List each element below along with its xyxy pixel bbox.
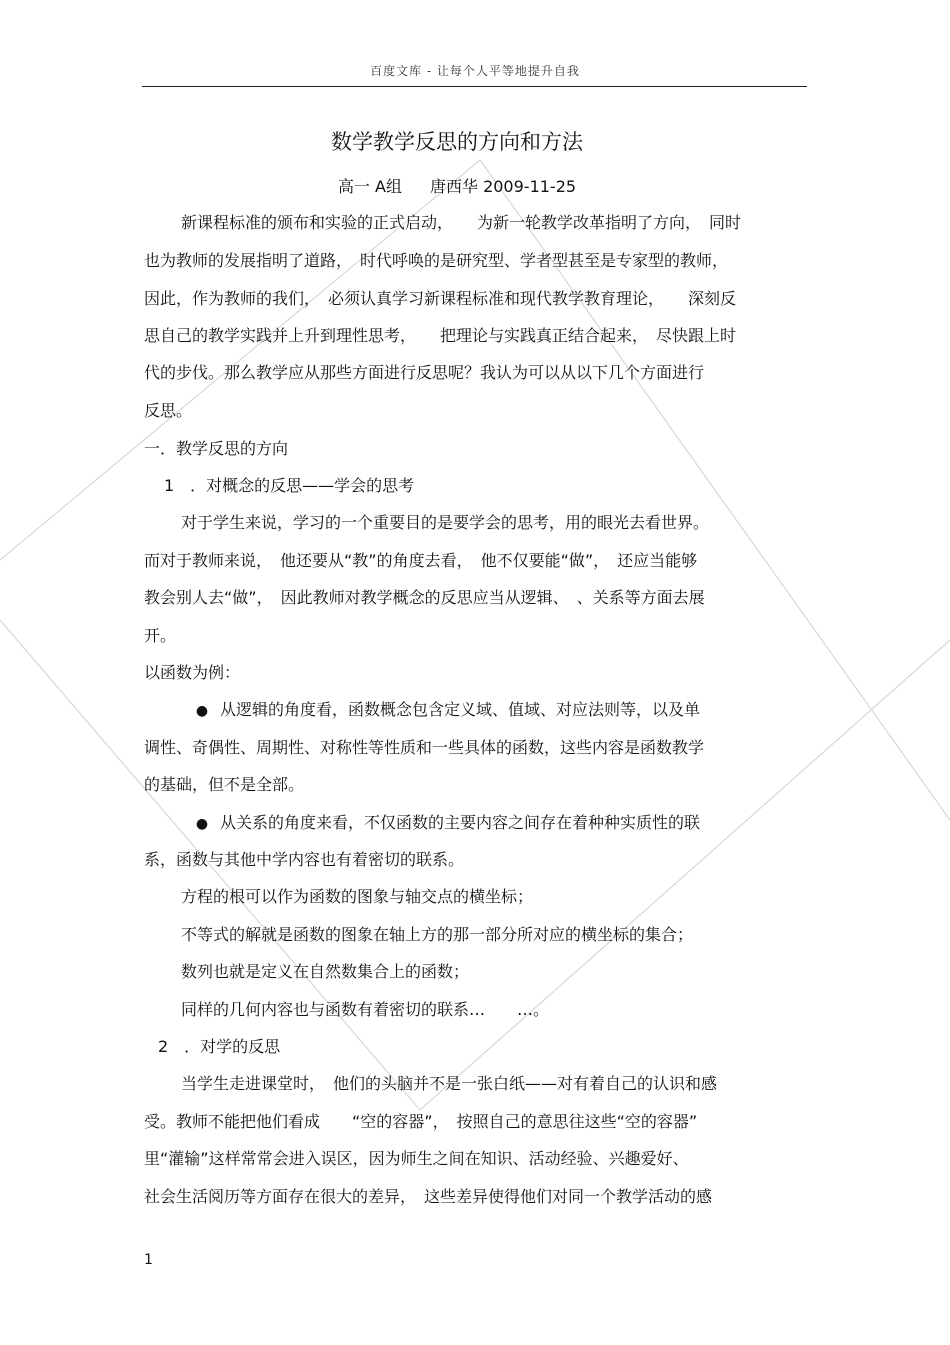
subsection-heading: 1 ．对概念的反思——学会的思考 [164, 476, 415, 495]
paragraph-line: 新课程标准的颁布和实验的正式启动， 为新一轮教学改革指明了方向， 同时 [181, 213, 742, 232]
paragraph-line: 思自己的教学实践并上升到理性思考， 把理论与实践真正结合起来， 尽快跟上时 [144, 326, 737, 345]
bullet-icon: ● [195, 703, 209, 719]
paragraph-line: 开。 [144, 626, 177, 645]
paragraph-line: 代的步伐。那么教学应从那些方面进行反思呢？我认为可以从以下几个方面进行 [144, 363, 705, 382]
paragraph-line: 受。教师不能把他们看成 “空的容器”， 按照自己的意思往这些“空的容器” [144, 1112, 698, 1131]
bullet-text: 从逻辑的角度看，函数概念包含定义域、值域、对应法则等，以及单 [220, 700, 701, 719]
section-heading: 一．教学反思的方向 [144, 439, 289, 458]
paragraph-line: 不等式的解就是函数的图象在轴上方的那一部分所对应的横坐标的集合； [181, 925, 694, 944]
paragraph-line: 反思。 [144, 401, 193, 420]
paragraph-line: 里“灌输”这样常常会进入误区，因为师生之间在知识、活动经验、兴趣爱好、 [144, 1149, 689, 1168]
bullet-line [184, 812, 700, 835]
page-header: 百度文库 - 让每个人平等地提升自我 [370, 64, 580, 78]
paragraph-line: 也为教师的发展指明了道路， 时代呼唤的是研究型、学者型甚至是专家型的教师， [144, 251, 729, 270]
paragraph-line: 以函数为例： [144, 663, 241, 682]
paragraph-line: 数列也就是定义在自然数集合上的函数； [181, 962, 470, 981]
subsection-heading: 2 ．对学的反思 [158, 1037, 281, 1056]
paragraph-line: 系，函数与其他中学内容也有着密切的联系。 [144, 850, 465, 869]
bullet-text: 从关系的角度来看，不仅函数的主要内容之间存在着种种实质性的联 [220, 813, 701, 832]
paragraph-line: 方程的根可以作为函数的图象与轴交点的横坐标； [181, 887, 534, 906]
paragraph-line: 对于学生来说，学习的一个重要目的是要学会的思考，用的眼光去看世界。 [181, 513, 710, 532]
byline [0, 174, 914, 197]
document-title: 数学教学反思的方向和方法 [331, 130, 583, 154]
paragraph-line: 调性、奇偶性、周期性、对称性等性质和一些具体的函数，这些内容是函数教学 [144, 738, 705, 757]
paragraph-line: 社会生活阅历等方面存在很大的差异， 这些差异使得他们对同一个教学活动的感 [144, 1187, 713, 1206]
paragraph-line: 当学生走进课堂时， 他们的头脑并不是一张白纸——对有着自己的认识和感 [181, 1074, 718, 1093]
paragraph-line: 的基础，但不是全部。 [144, 775, 305, 794]
bullet-icon: ● [195, 816, 209, 832]
byline-author-date: 唐西华 2009-11-25 [429, 177, 577, 196]
paragraph-line: 同样的几何内容也与函数有着密切的联系… …。 [181, 1000, 550, 1019]
byline-group: 高一 A组 [337, 177, 402, 196]
paragraph-line: 因此，作为教师的我们， 必须认真学习新课程标准和现代教学教育理论， 深刻反 [144, 289, 737, 308]
bullet-line [184, 699, 700, 722]
header-rule [142, 86, 807, 87]
paragraph-line: 教会别人去“做”， 因此教师对教学概念的反思应当从逻辑、 、关系等方面去展 [144, 588, 705, 607]
paragraph-line: 而对于教师来说， 他还要从“教”的角度去看， 他不仅要能“做”， 还应当能够 [144, 551, 698, 570]
page-number: 1 [144, 1252, 153, 1268]
